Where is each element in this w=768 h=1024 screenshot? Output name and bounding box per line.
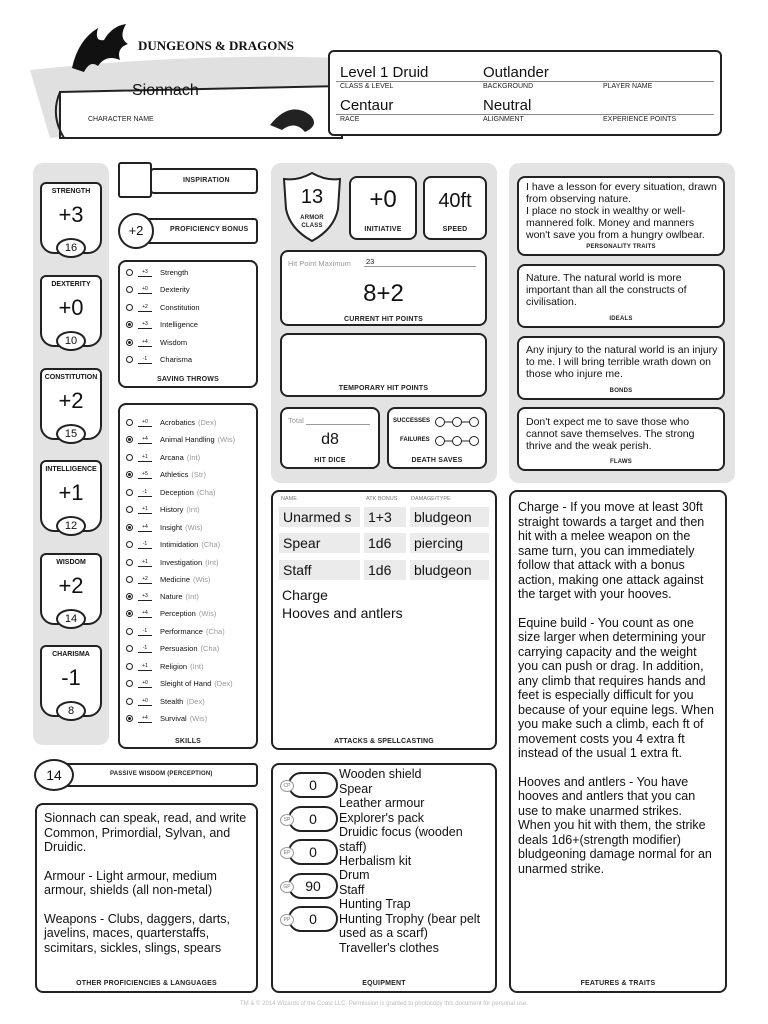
skill-bonus: +4	[138, 436, 152, 444]
dragon-logo-icon	[64, 20, 144, 80]
skill-name: Nature	[160, 592, 183, 601]
skill-name: Survival	[160, 714, 187, 723]
attack-name[interactable]: Spear	[279, 533, 360, 553]
ability-name: INTELLIGENCE	[45, 466, 97, 473]
skill-name: Sleight of Hand	[160, 679, 212, 688]
equipment-item[interactable]: Leather armour	[339, 796, 425, 810]
coin-value[interactable]: 90	[288, 873, 338, 899]
successes-label: SUCCESSES	[393, 418, 431, 424]
background-label: BACKGROUND	[483, 83, 534, 90]
race-label: RACE	[340, 116, 360, 123]
skill-bonus: +1	[138, 663, 152, 671]
skill-attr: (Wis)	[189, 714, 208, 723]
skill-name: Intimidation	[160, 540, 199, 549]
skill-bonus: +4	[138, 524, 152, 532]
skill-name: Acrobatics	[160, 418, 196, 427]
equipment-item[interactable]: Spear	[339, 782, 373, 796]
armor-class[interactable]: 13	[300, 186, 324, 208]
personality-traits-label: PERSONALITY TRAITS	[586, 244, 656, 250]
ability-name: CONSTITUTION	[44, 374, 98, 381]
bonds-label: BONDS	[609, 388, 633, 394]
attack-bonus[interactable]: 1+3	[364, 507, 406, 527]
coin-label: CP	[280, 780, 294, 792]
skill-bonus: -1	[138, 489, 152, 497]
coin-ep	[280, 839, 338, 865]
equipment-item[interactable]: Druidic focus (wooden	[339, 825, 463, 839]
temp-hp-label: TEMPORARY HIT POINTS	[338, 385, 429, 392]
skill-intimidation[interactable]	[126, 537, 220, 552]
skill-bonus: +0	[138, 698, 152, 706]
ideals[interactable]: Nature. The natural world is more important than all the constructs of civilisation.	[526, 272, 687, 308]
equipment-label: EQUIPMENT	[362, 980, 406, 987]
saving-throw-constitution[interactable]	[126, 300, 200, 315]
skill-attr: (Wis)	[198, 609, 217, 618]
attack-damage[interactable]: piercing	[410, 533, 489, 553]
failures-label: FAILURES	[400, 437, 430, 443]
speed-label: SPEED	[442, 226, 468, 233]
proficiency-dot[interactable]	[126, 680, 133, 687]
skill-name: History	[160, 505, 184, 514]
ability-name: DEXTERITY	[51, 281, 91, 288]
skill-perception[interactable]	[126, 606, 216, 621]
armor-class-label: ARMOR CLASS	[300, 215, 324, 229]
features-label: FEATURES & TRAITS	[580, 980, 656, 987]
player-name-label: PLAYER NAME	[603, 83, 653, 90]
current-hp-label: CURRENT HIT POINTS	[343, 316, 424, 323]
proficiency-paragraph: Armour - Light armour, medium armour, shields (all non-metal)	[44, 868, 217, 897]
flaws-label: FLAWS	[610, 459, 632, 465]
skill-name: Deception	[160, 488, 194, 497]
skill-bonus: +0	[138, 419, 152, 427]
skill-bonus: +2	[138, 576, 152, 584]
skill-history[interactable]	[126, 502, 200, 517]
equipment-item[interactable]: Herbalism kit	[339, 854, 412, 868]
coin-label: EP	[280, 847, 294, 859]
features-text[interactable]	[518, 500, 718, 876]
skill-attr: (Int)	[186, 505, 200, 514]
ability-score[interactable]: 15	[56, 424, 86, 444]
proficiencies-text[interactable]	[44, 811, 250, 955]
initiative-label: INITIATIVE	[364, 226, 402, 233]
flaws[interactable]: Don't expect me to save those who cannot save themselves. The strong thrive and the weak perish.	[526, 416, 695, 452]
attack-name[interactable]: Staff	[279, 560, 360, 580]
skill-bonus: +0	[138, 680, 152, 688]
save-bonus: +3	[138, 321, 152, 329]
attacks-col-damage: DAMAGE/TYPE	[411, 496, 451, 502]
attacks-label: ATTACKS & SPELLCASTING	[334, 738, 434, 745]
skill-bonus: -1	[138, 628, 152, 636]
proficiency-dot[interactable]	[126, 506, 133, 513]
proficiency-dot[interactable]	[126, 610, 133, 617]
coin-label: PP	[280, 914, 294, 926]
skill-bonus: +4	[138, 610, 152, 618]
proficiency-paragraph: Weapons - Clubs, daggers, darts, javelins, maces, quarterstaffs, scimitars, sickles, slings, spears	[44, 911, 230, 955]
attack-note[interactable]: Hooves and antlers	[282, 605, 403, 621]
proficiency-dot[interactable]	[126, 663, 133, 670]
proficiency-label: PROFICIENCY BONUS	[170, 226, 249, 233]
proficiency-dot[interactable]	[126, 286, 133, 293]
equipment-item[interactable]: used as a scarf)	[339, 926, 428, 940]
save-name: Intelligence	[160, 320, 198, 329]
ability-modifier[interactable]: +2	[58, 388, 84, 413]
skill-attr: (Wis)	[185, 523, 203, 532]
feature-paragraph: Hooves and antlers - You have hooves and antlers that you can use to make unarmed strikes. When you hit with them, the strike deals 1d6+(strength modifier) bludgeoning damage normal for an unarmed strike.	[518, 774, 712, 876]
ability-score[interactable]: 12	[56, 516, 86, 536]
background[interactable]: Outlander	[483, 64, 549, 81]
hit-dice-label: HIT DICE	[314, 457, 346, 464]
ability-name: STRENGTH	[51, 188, 91, 195]
ability-score[interactable]: 14	[56, 609, 86, 629]
equipment-item[interactable]: Staff	[339, 883, 365, 897]
skill-attr: (Cha)	[205, 627, 225, 636]
proficiency-dot[interactable]	[126, 471, 133, 478]
hp-max[interactable]: 23	[366, 257, 375, 266]
skill-bonus: -1	[138, 645, 152, 653]
proficiency-dot[interactable]	[126, 339, 133, 346]
feature-paragraph: Charge - If you move at least 30ft straight towards a target and then hit with a melee weapon on the same turn, you can immediately follow that attack with a bonus action, making one attack against the target with your hooves.	[518, 500, 705, 601]
logo-text: DUNGEONS & DRAGONS	[138, 38, 295, 53]
proficiency-dot[interactable]	[126, 269, 133, 276]
proficiency-dot[interactable]	[126, 559, 133, 566]
ability-name: WISDOM	[56, 559, 86, 566]
skill-persuasion[interactable]	[126, 641, 219, 656]
proficiency-dot[interactable]	[126, 489, 133, 496]
passive-wisdom[interactable]: 14	[34, 759, 74, 791]
save-name: Wisdom	[160, 338, 188, 347]
skill-bonus: +1	[138, 506, 152, 514]
attack-damage[interactable]: bludgeon	[410, 507, 489, 527]
proficiency-dot[interactable]	[126, 321, 133, 328]
proficiency-bonus[interactable]: +2	[118, 213, 154, 249]
skill-name: Insight	[160, 523, 183, 532]
save-name: Charisma	[160, 355, 193, 364]
character-name-label: CHARACTER NAME	[88, 116, 154, 123]
proficiency-dot[interactable]	[126, 576, 133, 583]
hit-dice[interactable]: d8	[321, 431, 339, 448]
coin-label: GP	[280, 881, 294, 893]
attack-name[interactable]: Unarmed s	[279, 507, 360, 527]
ability-modifier[interactable]: +0	[58, 295, 84, 320]
ability-intelligence	[40, 460, 102, 544]
ideals-label: IDEALS	[609, 316, 633, 322]
skill-acrobatics[interactable]	[126, 415, 216, 430]
skill-attr: (Cha)	[200, 644, 220, 653]
saving-throws-label: SAVING THROWS	[157, 376, 219, 383]
proficiency-dot[interactable]	[126, 419, 133, 426]
equipment-item[interactable]: Traveller's clothes	[339, 941, 439, 955]
skill-bonus: +4	[138, 715, 152, 723]
class-level[interactable]: Level 1 Druid	[340, 64, 429, 81]
coin-value[interactable]: 0	[288, 906, 338, 932]
skill-attr: (Int)	[190, 662, 204, 671]
coin-sp	[280, 806, 338, 832]
skill-religion[interactable]	[126, 659, 203, 674]
ability-strength	[40, 182, 102, 266]
ability-modifier[interactable]: -1	[61, 665, 81, 690]
equipment-item[interactable]: staff)	[339, 840, 367, 854]
skill-deception[interactable]	[126, 485, 216, 500]
skill-name: Athletics	[160, 470, 189, 479]
skill-name: Medicine	[160, 575, 191, 584]
skill-attr: (Dex)	[214, 679, 233, 688]
save-bonus: +2	[138, 304, 152, 312]
skill-name: Investigation	[160, 558, 203, 567]
alignment[interactable]: Neutral	[483, 97, 532, 114]
info-box	[328, 50, 722, 136]
ability-wisdom	[40, 553, 102, 637]
coin-value[interactable]: 0	[288, 839, 338, 865]
skill-animal-handling[interactable]	[126, 432, 235, 447]
save-name: Strength	[160, 268, 189, 277]
skill-attr: (Cha)	[201, 540, 221, 549]
passive-wisdom-label: PASSIVE WISDOM (PERCEPTION)	[110, 771, 213, 777]
skill-name: Stealth	[160, 697, 184, 706]
skill-attr: (Int)	[205, 558, 219, 567]
ability-charisma	[40, 645, 102, 729]
skill-arcana[interactable]	[126, 450, 200, 465]
proficiency-dot[interactable]	[126, 304, 133, 311]
coin-value[interactable]: 0	[288, 806, 338, 832]
coin-pp	[280, 906, 338, 932]
inspiration-box[interactable]	[118, 162, 152, 198]
ability-score[interactable]: 16	[56, 238, 86, 258]
proficiency-dot[interactable]	[126, 628, 133, 635]
successes-checkboxes[interactable]	[434, 416, 480, 428]
skill-name: Animal Handling	[160, 435, 215, 444]
skill-attr: (Wis)	[217, 435, 236, 444]
coin-gp	[280, 873, 338, 899]
skill-name: Arcana	[160, 453, 184, 462]
saving-throw-wisdom[interactable]	[126, 335, 187, 350]
skill-bonus: -1	[138, 541, 152, 549]
initiative[interactable]: +0	[369, 186, 397, 213]
saving-throw-strength[interactable]	[126, 265, 188, 280]
hit-dice-total-label: Total	[288, 416, 304, 425]
proficiency-dot[interactable]	[126, 698, 133, 705]
attacks-col-bonus: ATK BONUS	[366, 496, 398, 502]
skill-survival[interactable]	[126, 711, 207, 726]
skill-sleight-of-hand[interactable]	[126, 676, 233, 691]
skill-attr: (Str)	[191, 470, 206, 479]
save-bonus: -1	[138, 356, 152, 364]
skill-attr: (Int)	[186, 453, 201, 462]
skill-attr: (Cha)	[196, 488, 216, 497]
failures-checkboxes[interactable]	[434, 435, 480, 447]
save-bonus: +3	[138, 269, 152, 277]
proficiency-dot[interactable]	[126, 715, 133, 722]
character-name[interactable]: Sionnach	[132, 82, 199, 99]
proficiency-dot[interactable]	[126, 593, 133, 600]
proficiencies-label: OTHER PROFICIENCIES & LANGUAGES	[76, 980, 217, 987]
equipment-item[interactable]: Explorer's pack	[339, 811, 425, 825]
current-hp[interactable]: 8+2	[363, 280, 404, 307]
race[interactable]: Centaur	[340, 97, 394, 114]
feature-paragraph: Equine build - You count as one size larger when determining your carrying capacity and the weight you can push or drag. In addition, any climb that requires hands and feet is especially difficult for you because of your equine legs. When you make such a climb, each ft of movement costs you 4 extra ft instead of the usual 1 extra ft.	[518, 615, 714, 760]
save-bonus: +4	[138, 339, 152, 347]
experience-points-label: EXPERIENCE POINTS	[603, 116, 677, 123]
proficiency-paragraph: Sionnach can speak, read, and write Common, Primordial, Sylvan, and Druidic.	[44, 811, 247, 854]
skill-attr: (Int)	[185, 592, 199, 601]
skill-attr: (Wis)	[193, 575, 211, 584]
equipment-item[interactable]: Hunting Trophy (bear pelt	[339, 912, 481, 926]
skill-investigation[interactable]	[126, 555, 218, 570]
ability-modifier[interactable]: +3	[58, 202, 84, 227]
skill-athletics[interactable]	[126, 467, 206, 482]
proficiency-dot[interactable]	[126, 436, 133, 443]
death-saves-label: DEATH SAVES	[411, 457, 463, 464]
class-level-label: CLASS & LEVEL	[340, 83, 394, 90]
skill-nature[interactable]	[126, 589, 199, 604]
saving-throw-intelligence[interactable]	[126, 317, 198, 332]
skill-bonus: +1	[138, 454, 152, 462]
skill-stealth[interactable]	[126, 694, 205, 709]
attack-note[interactable]: Charge	[282, 587, 328, 603]
equipment-item[interactable]: Drum	[339, 868, 370, 882]
skill-name: Perception	[160, 609, 196, 618]
skill-name: Religion	[160, 662, 188, 671]
hp-max-label: Hit Point Maximum	[288, 259, 351, 268]
skill-attr: (Dex)	[186, 697, 205, 706]
inspiration-label: INSPIRATION	[183, 177, 230, 184]
proficiency-dot[interactable]	[126, 356, 133, 363]
copyright-footer: TM & © 2014 Wizards of the Coast LLC. Permission is granted to photocopy this document for personal use.	[240, 1001, 528, 1007]
speed[interactable]: 40ft	[438, 190, 472, 212]
proficiency-dot[interactable]	[126, 645, 133, 652]
skill-attr: (Dex)	[198, 418, 217, 427]
skill-bonus: +5	[138, 471, 152, 479]
equipment-item[interactable]: Hunting Trap	[339, 897, 411, 911]
proficiency-dot[interactable]	[126, 541, 133, 548]
save-name: Constitution	[160, 303, 200, 312]
saving-throw-dexterity[interactable]	[126, 282, 190, 297]
coin-label: SP	[280, 814, 294, 826]
attack-bonus[interactable]: 1d6	[364, 560, 406, 580]
personality-traits[interactable]: I have a lesson for every situation, drawn from observing nature. I place no stock in wealthy or well-mannered folk. Money and manners won't save you from a hungry owlbear.	[526, 181, 717, 241]
attacks-col-name: NAME	[281, 496, 297, 502]
ability-score[interactable]: 10	[56, 331, 86, 351]
skill-bonus: +1	[138, 559, 152, 567]
skill-name: Persuasion	[160, 644, 198, 653]
save-bonus: +0	[138, 286, 152, 294]
ability-dexterity	[40, 275, 102, 359]
ability-modifier[interactable]: +1	[58, 480, 84, 505]
equipment-item[interactable]: Wooden shield	[339, 767, 422, 781]
saving-throw-charisma[interactable]	[126, 352, 192, 367]
proficiency-dot[interactable]	[126, 524, 133, 531]
coin-value[interactable]: 0	[288, 772, 338, 798]
ability-name: CHARISMA	[52, 651, 90, 658]
ability-constitution	[40, 368, 102, 452]
attack-bonus[interactable]: 1d6	[364, 533, 406, 553]
skill-insight[interactable]	[126, 520, 203, 535]
proficiency-dot[interactable]	[126, 454, 133, 461]
skill-performance[interactable]	[126, 624, 225, 639]
ability-modifier[interactable]: +2	[58, 573, 84, 598]
skill-name: Performance	[160, 627, 203, 636]
skill-bonus: +3	[138, 593, 152, 601]
ability-score[interactable]: 8	[56, 701, 86, 721]
skill-medicine[interactable]	[126, 572, 211, 587]
coin-cp	[280, 772, 338, 798]
bonds[interactable]: Any injury to the natural world is an injury to me. I will bring terrible wrath down on those who injure me.	[526, 344, 718, 380]
alignment-label: ALIGNMENT	[483, 116, 524, 123]
skills-label: SKILLS	[174, 738, 202, 745]
save-name: Dexterity	[160, 285, 190, 294]
attack-damage[interactable]: bludgeon	[410, 560, 489, 580]
